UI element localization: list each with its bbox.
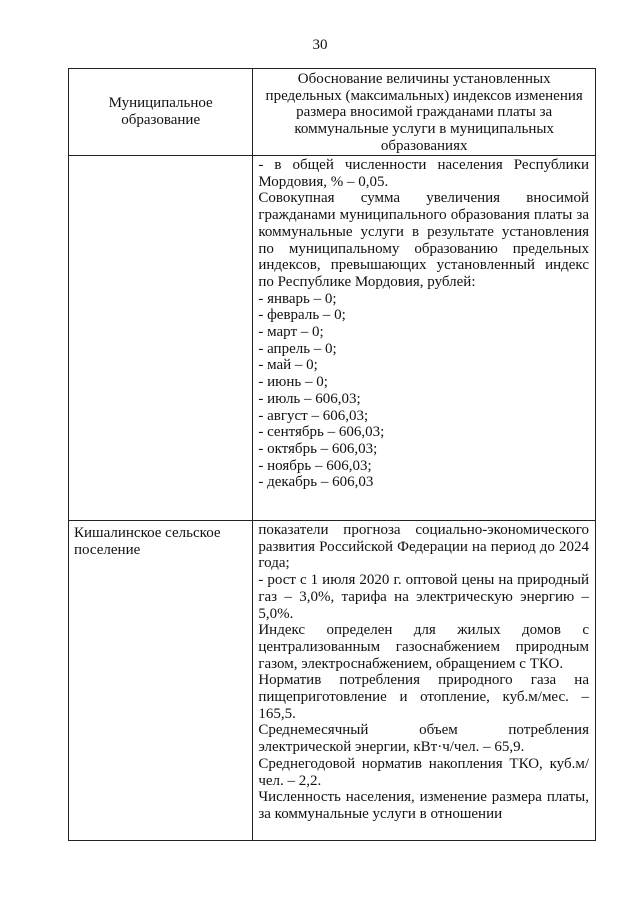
municipality-cell: Кишалинское сельское поселение <box>69 521 253 841</box>
justification-line: - декабрь – 606,03 <box>258 474 374 491</box>
justification-line: - апрель – 0; <box>258 340 337 357</box>
justification-line: - сентябрь – 606,03; <box>258 424 385 441</box>
justification-line: Совокупная сумма увеличения вносимой гражданами муниципального образования платы за коммунальные услуги в результате установления по муниципальному образованию предельных индексов, превышающих установленный индекс по Республике Мордовия, рублей: <box>258 190 589 290</box>
justification-cell <box>253 521 596 841</box>
justification-line: - июнь – 0; <box>258 374 328 391</box>
justification-table <box>68 68 596 841</box>
justification-line: - июль – 606,03; <box>258 390 361 407</box>
justification-line: - октябрь – 606,03; <box>258 440 378 457</box>
header-municipality: Муниципальное образование <box>69 69 253 156</box>
page-number: 30 <box>312 37 328 53</box>
justification-line: Индекс определен для жилых домов с централизованным газоснабжением природным газом, электроснабжением, обращением с ТКО. <box>258 622 589 672</box>
justification-line: - февраль – 0; <box>258 307 346 324</box>
justification-line: Численность населения, изменение размера платы, за коммунальные услуги в отношении <box>258 789 589 822</box>
justification-line: - март – 0; <box>258 324 324 341</box>
header-justification: Обоснование величины установленных предельных (максимальных) индексов изменения размера вносимой гражданами платы за коммунальные услуги в муниципальных образованиях <box>253 69 596 156</box>
justification-line: показатели прогноза социально-экономического развития Российской Федерации на период до 2024 года; <box>258 522 589 572</box>
justification-line: - рост с 1 июля 2020 г. оптовой цены на природный газ – 3,0%, тарифа на электрическую энергию – 5,0%. <box>258 572 589 622</box>
table-row <box>69 156 596 521</box>
justification-line: - август – 606,03; <box>258 407 369 424</box>
justification-line: Среднемесячный объем потребления электрической энергии, кВт·ч/чел. – 65,9. <box>258 722 589 756</box>
justification-line: Норматив потребления природного газа на пищеприготовление и отопление, куб.м/мес. – 165,5. <box>258 672 589 722</box>
justification-line: - ноябрь – 606,03; <box>258 457 372 474</box>
justification-line: - январь – 0; <box>258 290 337 307</box>
justification-cell <box>253 156 596 521</box>
table-header-row <box>69 69 596 156</box>
table-row <box>69 521 596 841</box>
justification-line: - май – 0; <box>258 357 318 374</box>
justification-line: Среднегодовой норматив накопления ТКО, куб.м/чел. – 2,2. <box>258 755 589 789</box>
justification-line: - в общей численности населения Республики Мордовия, % – 0,05. <box>258 157 589 190</box>
municipality-cell <box>69 156 253 521</box>
